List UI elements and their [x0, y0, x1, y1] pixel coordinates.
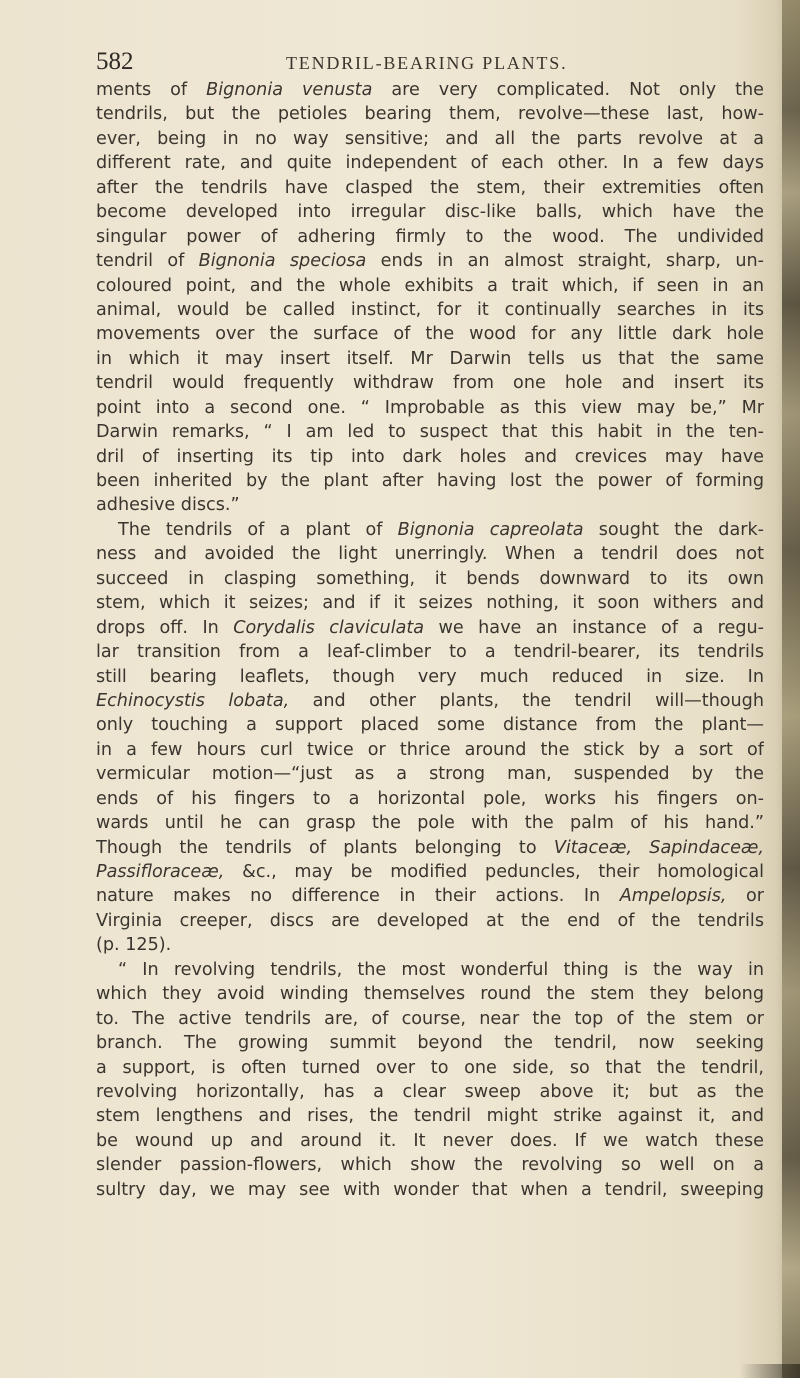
- text-line: [96, 884, 764, 908]
- text-line: [96, 347, 764, 371]
- text-line: [96, 225, 764, 249]
- text-run: ends of his fingers to a horizontal pole, works his fingers on-: [96, 788, 764, 809]
- text-line: [96, 1056, 764, 1080]
- text-run: tendrils, but the petioles bearing them, revolve—these last, how-: [96, 104, 764, 125]
- italic-term: Bignonia speciosa: [198, 251, 367, 272]
- text-run: ness and avoided the light unerringly. When a tendril does not: [96, 544, 764, 565]
- text-line: [96, 1031, 764, 1055]
- text-run: nature makes no difference in their actions. In: [96, 886, 620, 907]
- text-run: a support, is often turned over to one side, so that the tendril,: [96, 1057, 764, 1078]
- italic-term: Ampelopsis,: [619, 886, 727, 907]
- text-line: [96, 249, 764, 273]
- text-run: different rate, and quite independent of each other. In a few days: [96, 153, 764, 174]
- text-run: lar transition from a leaf-climber to a tendril-bearer, its tendrils: [96, 642, 764, 663]
- text-line: [96, 1104, 764, 1128]
- text-line: [96, 274, 764, 298]
- text-run: Though the tendrils of plants belonging to: [96, 837, 554, 858]
- text-line: [96, 396, 764, 420]
- italic-term: Vitaceæ, Sapindaceæ,: [553, 837, 764, 858]
- text-run: ends in an almost straight, sharp, un-: [366, 251, 764, 272]
- text-line: [96, 493, 764, 517]
- text-line: [96, 200, 764, 224]
- text-line: [96, 738, 764, 762]
- text-run: branch. The growing summit beyond the tendril, now seeking: [96, 1033, 764, 1054]
- text-line: [96, 933, 764, 957]
- text-run: The tendrils of a plant of: [118, 519, 398, 540]
- text-run: after the tendrils have clasped the stem, their extremities often: [96, 177, 764, 198]
- text-line: [96, 787, 764, 811]
- text-run: in a few hours curl twice or thrice around the stick by a sort of: [96, 739, 764, 760]
- text-line: [96, 982, 764, 1006]
- text-run: Virginia creeper, discs are developed at the end of the tendrils: [96, 910, 764, 931]
- text-line: [96, 176, 764, 200]
- text-line: [96, 665, 764, 689]
- text-run: drops off. In: [96, 617, 234, 638]
- text-run: slender passion-flowers, which show the revolving so well on a: [96, 1155, 764, 1176]
- text-run: revolving horizontally, has a clear sweep above it; but as the: [96, 1081, 764, 1102]
- text-run: become developed into irregular disc-like balls, which have the: [96, 202, 764, 223]
- text-run: ever, being in no way sensitive; and all the parts revolve at a: [96, 128, 764, 149]
- text-run: movements over the surface of the wood for any little dark hole: [96, 324, 764, 345]
- text-line: [96, 445, 764, 469]
- text-run: we have an instance of a regu-: [424, 617, 764, 638]
- text-run: adhesive discs.”: [96, 495, 240, 516]
- page-edge-shadow: [782, 0, 800, 1378]
- text-run: which they avoid winding themselves round the stem they belong: [96, 984, 764, 1005]
- text-run: point into a second one. “ Improbable as this view may be,” Mr: [96, 397, 764, 418]
- text-line: [96, 640, 764, 664]
- text-line: [96, 420, 764, 444]
- text-run: dril of inserting its tip into dark holes and crevices may have: [96, 446, 764, 467]
- text-run: “ In revolving tendrils, the most wonderful thing is the way in: [118, 959, 764, 980]
- text-line: [96, 127, 764, 151]
- text-run: vermicular motion—“just as a strong man, suspended by the: [96, 764, 764, 785]
- text-line: [96, 298, 764, 322]
- text-line: [96, 151, 764, 175]
- text-line: [96, 860, 764, 884]
- text-line: [96, 567, 764, 591]
- text-run: coloured point, and the whole exhibits a trait which, if seen in an: [96, 275, 764, 296]
- text-run: been inherited by the plant after having lost the power of forming: [96, 471, 764, 491]
- body-text: [96, 78, 764, 1202]
- text-run: in which it may insert itself. Mr Darwin tells us that the same: [96, 348, 764, 369]
- text-line: [96, 371, 764, 395]
- text-run: animal, would be called instinct, for it continually searches in its: [96, 299, 764, 320]
- text-run: are very complicated. Not only the: [372, 80, 764, 100]
- text-line: [96, 713, 764, 737]
- page-header: [96, 48, 776, 78]
- text-line: [96, 542, 764, 566]
- text-line: [96, 469, 764, 493]
- text-line: [96, 836, 764, 860]
- text-run: tendril of: [96, 251, 199, 272]
- text-run: &c., may be modified peduncles, their homological: [224, 862, 764, 882]
- text-run: or: [726, 886, 764, 907]
- text-run: and other plants, the tendril will—though: [289, 690, 764, 711]
- page-number: 582: [96, 48, 134, 75]
- text-line: [96, 518, 764, 542]
- text-line: [96, 762, 764, 786]
- page-corner-shadow: [740, 1364, 800, 1378]
- text-run: Darwin remarks, “ I am led to suspect that this habit in the ten-: [96, 422, 764, 443]
- text-line: [96, 958, 764, 982]
- text-run: stem lengthens and rises, the tendril might strike against it, and: [96, 1106, 764, 1127]
- text-line: [96, 1007, 764, 1031]
- text-line: [96, 1153, 764, 1177]
- text-line: [96, 1129, 764, 1153]
- italic-term: Passifloraceæ,: [96, 862, 225, 882]
- text-line: [96, 1178, 764, 1202]
- text-line: [96, 689, 764, 713]
- italic-term: Bignonia venusta: [206, 80, 373, 100]
- text-line: [96, 1080, 764, 1104]
- text-run: sought the dark-: [583, 519, 764, 540]
- text-run: sultry day, we may see with wonder that when a tendril, sweeping: [96, 1179, 764, 1200]
- text-run: tendril would frequently withdraw from one hole and insert its: [96, 373, 764, 394]
- text-line: [96, 811, 764, 835]
- text-line: [96, 78, 764, 102]
- text-line: [96, 616, 764, 640]
- text-run: to. The active tendrils are, of course, near the top of the stem or: [96, 1008, 764, 1029]
- text-run: be wound up and around it. It never does. If we watch these: [96, 1130, 764, 1151]
- text-run: still bearing leaflets, though very much reduced in size. In: [96, 666, 764, 687]
- text-line: [96, 909, 764, 933]
- text-line: [96, 591, 764, 615]
- running-head: TENDRIL-BEARING PLANTS.: [286, 53, 568, 73]
- text-line: [96, 322, 764, 346]
- text-run: stem, which it seizes; and if it seizes nothing, it soon withers and: [96, 593, 764, 614]
- italic-term: Corydalis claviculata: [233, 617, 425, 638]
- text-line: [96, 102, 764, 126]
- text-run: succeed in clasping something, it bends downward to its own: [96, 568, 764, 589]
- italic-term: Echinocystis lobata,: [96, 690, 290, 711]
- text-run: ments of: [96, 80, 207, 100]
- text-run: only touching a support placed some distance from the plant—: [96, 715, 764, 736]
- text-run: singular power of adhering firmly to the wood. The undivided: [96, 226, 764, 247]
- italic-term: Bignonia capreolata: [397, 519, 584, 540]
- text-run: wards until he can grasp the pole with the palm of his hand.”: [96, 813, 764, 834]
- text-run: (p. 125).: [96, 935, 172, 956]
